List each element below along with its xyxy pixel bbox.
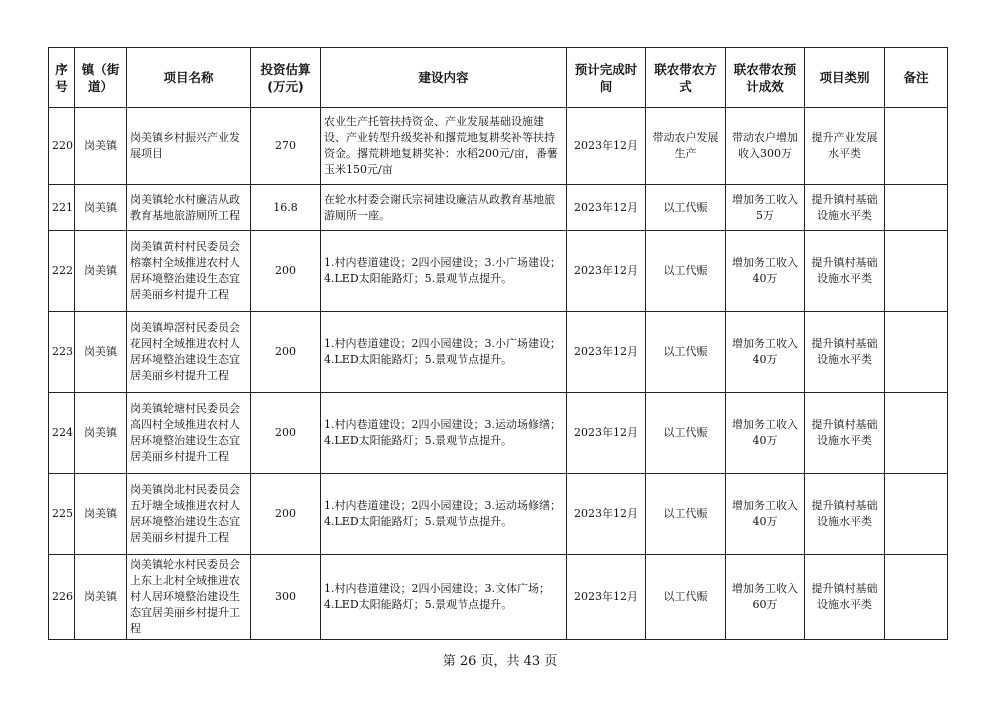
cell-seq: 226 bbox=[49, 555, 75, 640]
cell-town: 岗美镇 bbox=[75, 312, 127, 393]
cell-mode: 以工代赈 bbox=[646, 185, 726, 231]
cell-finish: 2023年12月 bbox=[567, 185, 646, 231]
cell-seq: 222 bbox=[49, 231, 75, 312]
cell-invest: 16.8 bbox=[251, 185, 321, 231]
cell-seq: 225 bbox=[49, 474, 75, 555]
cell-category: 提升镇村基础设施水平类 bbox=[805, 312, 885, 393]
cell-effect: 带动农户增加收入300万 bbox=[726, 108, 805, 185]
cell-mode: 以工代赈 bbox=[646, 555, 726, 640]
cell-name: 岗美镇岗北村民委员会五圩塘全域推进农村人居环境整治建设生态宜居美丽乡村提升工程 bbox=[127, 474, 251, 555]
cell-finish: 2023年12月 bbox=[567, 108, 646, 185]
cell-content: 1.村内巷道建设；2四小园建设；3.小广场建设；4.LED太阳能路灯；5.景观节点提升。 bbox=[321, 312, 567, 393]
cell-note bbox=[885, 231, 948, 312]
cell-town: 岗美镇 bbox=[75, 108, 127, 185]
cell-category: 提升镇村基础设施水平类 bbox=[805, 231, 885, 312]
cell-effect: 增加务工收入60万 bbox=[726, 555, 805, 640]
cell-mode: 以工代赈 bbox=[646, 474, 726, 555]
cell-finish: 2023年12月 bbox=[567, 393, 646, 474]
table-row bbox=[49, 231, 948, 312]
table-row bbox=[49, 555, 948, 640]
cell-mode: 以工代赈 bbox=[646, 393, 726, 474]
table-row bbox=[49, 185, 948, 231]
cell-category: 提升产业发展水平类 bbox=[805, 108, 885, 185]
cell-category: 提升镇村基础设施水平类 bbox=[805, 185, 885, 231]
cell-invest: 200 bbox=[251, 474, 321, 555]
table-row bbox=[49, 108, 948, 185]
cell-content: 1.村内巷道建设；2四小园建设；3.运动场修缮；4.LED太阳能路灯；5.景观节点提升。 bbox=[321, 393, 567, 474]
cell-invest: 200 bbox=[251, 231, 321, 312]
cell-invest: 300 bbox=[251, 555, 321, 640]
cell-note bbox=[885, 474, 948, 555]
cell-invest: 200 bbox=[251, 393, 321, 474]
cell-category: 提升镇村基础设施水平类 bbox=[805, 555, 885, 640]
cell-note bbox=[885, 108, 948, 185]
cell-name: 岗美镇轮水村民委员会上东上北村全域推进农村人居环境整治建设生态宜居美丽乡村提升工程 bbox=[127, 555, 251, 640]
header-effect: 联农带农预计成效 bbox=[726, 48, 805, 108]
table-row bbox=[49, 393, 948, 474]
cell-effect: 增加务工收入40万 bbox=[726, 312, 805, 393]
cell-content: 1.村内巷道建设；2四小园建设；3.文体广场；4.LED太阳能路灯；5.景观节点提升。 bbox=[321, 555, 567, 640]
cell-finish: 2023年12月 bbox=[567, 555, 646, 640]
cell-name: 岗美镇轮水村廉洁从政教育基地旅游厕所工程 bbox=[127, 185, 251, 231]
header-category: 项目类别 bbox=[805, 48, 885, 108]
table-row bbox=[49, 312, 948, 393]
cell-name: 岗美镇黄村村民委员会榕寨村全域推进农村人居环境整治建设生态宜居美丽乡村提升工程 bbox=[127, 231, 251, 312]
cell-mode: 以工代赈 bbox=[646, 231, 726, 312]
header-content: 建设内容 bbox=[321, 48, 567, 108]
cell-seq: 220 bbox=[49, 108, 75, 185]
cell-finish: 2023年12月 bbox=[567, 312, 646, 393]
header-note: 备注 bbox=[885, 48, 948, 108]
cell-effect: 增加务工收入40万 bbox=[726, 231, 805, 312]
cell-note bbox=[885, 185, 948, 231]
cell-name: 岗美镇乡村振兴产业发展项目 bbox=[127, 108, 251, 185]
cell-note bbox=[885, 312, 948, 393]
cell-town: 岗美镇 bbox=[75, 474, 127, 555]
header-finish: 预计完成时间 bbox=[567, 48, 646, 108]
cell-invest: 270 bbox=[251, 108, 321, 185]
header-invest: 投资估算(万元) bbox=[251, 48, 321, 108]
cell-effect: 增加务工收入5万 bbox=[726, 185, 805, 231]
page-footer: 第 26 页，共 43 页 bbox=[442, 654, 558, 669]
cell-invest: 200 bbox=[251, 312, 321, 393]
cell-finish: 2023年12月 bbox=[567, 231, 646, 312]
cell-town: 岗美镇 bbox=[75, 231, 127, 312]
cell-category: 提升镇村基础设施水平类 bbox=[805, 393, 885, 474]
cell-town: 岗美镇 bbox=[75, 555, 127, 640]
table-row bbox=[49, 474, 948, 555]
cell-content: 1.村内巷道建设；2四小园建设；3.运动场修缮；4.LED太阳能路灯；5.景观节点提升。 bbox=[321, 474, 567, 555]
header-town: 镇（街道） bbox=[75, 48, 127, 108]
cell-seq: 223 bbox=[49, 312, 75, 393]
cell-content: 1.村内巷道建设；2四小园建设；3.小广场建设；4.LED太阳能路灯；5.景观节点提升。 bbox=[321, 231, 567, 312]
cell-town: 岗美镇 bbox=[75, 185, 127, 231]
cell-finish: 2023年12月 bbox=[567, 474, 646, 555]
cell-name: 岗美镇埠滘村民委员会花园村全域推进农村人居环境整治建设生态宜居美丽乡村提升工程 bbox=[127, 312, 251, 393]
cell-content: 在轮水村委会谢氏宗祠建设廉洁从政教育基地旅游厕所一座。 bbox=[321, 185, 567, 231]
cell-seq: 221 bbox=[49, 185, 75, 231]
cell-content: 农业生产托管扶持资金、产业发展基础设施建设、产业转型升级奖补和撂荒地复耕奖补等扶持资金。撂荒耕地复耕奖补：水稻200元/亩，番薯玉米150元/亩 bbox=[321, 108, 567, 185]
cell-note bbox=[885, 393, 948, 474]
cell-town: 岗美镇 bbox=[75, 393, 127, 474]
cell-effect: 增加务工收入40万 bbox=[726, 474, 805, 555]
header-seq: 序号 bbox=[49, 48, 75, 108]
cell-category: 提升镇村基础设施水平类 bbox=[805, 474, 885, 555]
header-mode: 联农带农方式 bbox=[646, 48, 726, 108]
project-table bbox=[48, 47, 948, 640]
cell-effect: 增加务工收入40万 bbox=[726, 393, 805, 474]
cell-mode: 带动农户发展生产 bbox=[646, 108, 726, 185]
header-name: 项目名称 bbox=[127, 48, 251, 108]
cell-name: 岗美镇轮塘村民委员会高四村全域推进农村人居环境整治建设生态宜居美丽乡村提升工程 bbox=[127, 393, 251, 474]
cell-note bbox=[885, 555, 948, 640]
header-row bbox=[49, 48, 948, 108]
cell-mode: 以工代赈 bbox=[646, 312, 726, 393]
cell-seq: 224 bbox=[49, 393, 75, 474]
